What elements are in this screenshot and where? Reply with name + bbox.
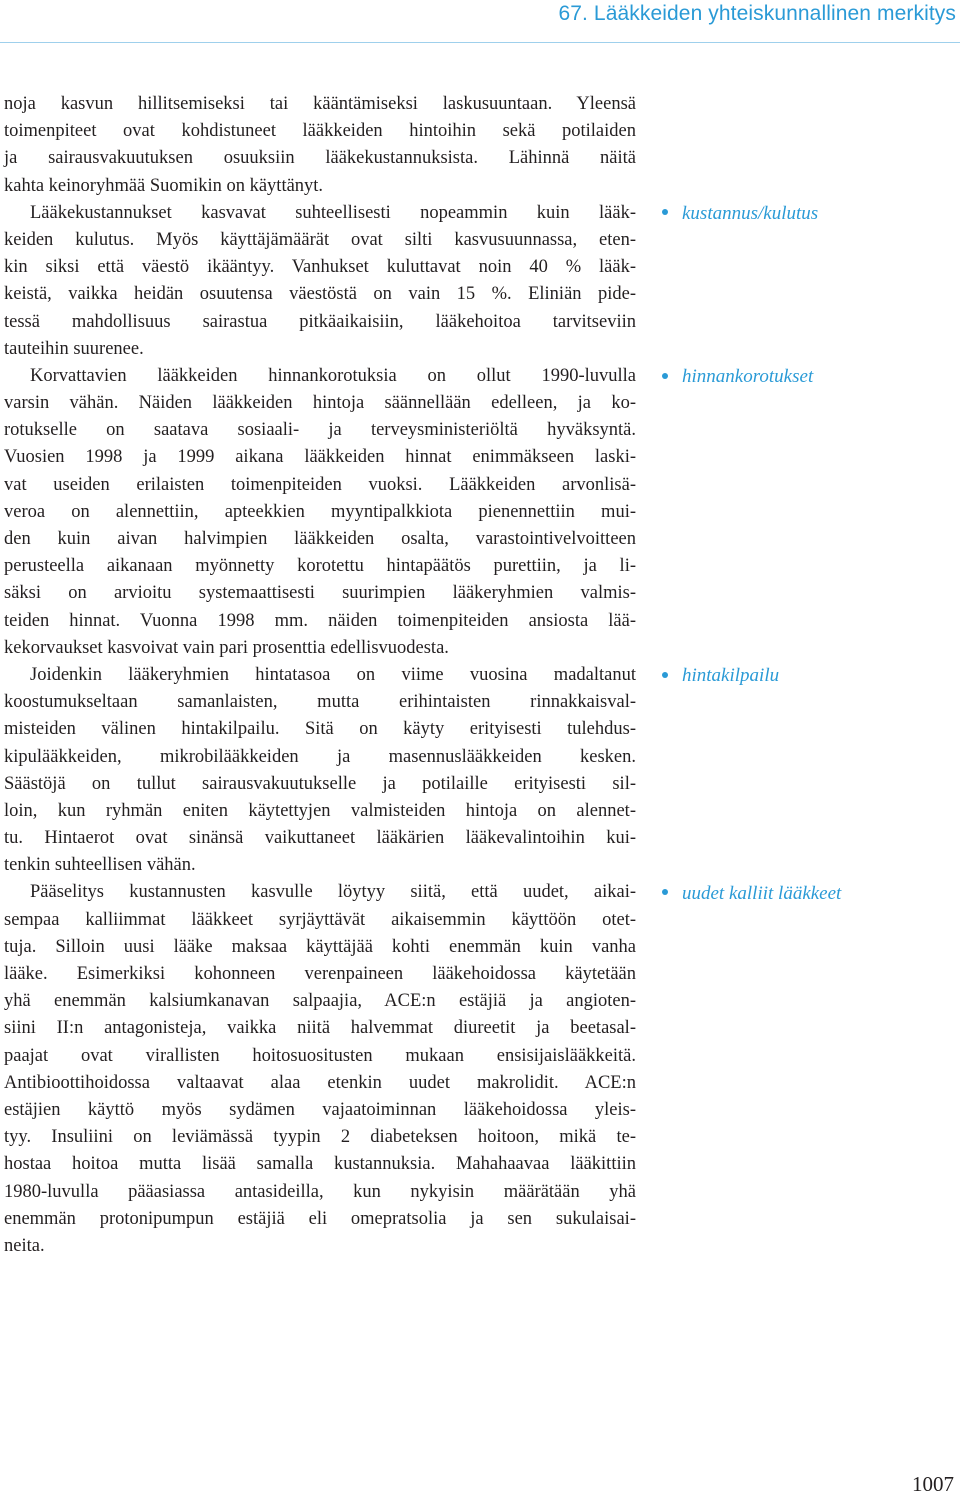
header-divider: [0, 42, 960, 43]
page-number: 1007: [912, 1472, 954, 1496]
text-line: kin siksi että väestö ikääntyy. Vanhukset kuluttavat noin 40 % lääk-: [4, 257, 636, 278]
text-line: tu. Hintaerot ovat sinänsä vaikuttaneet lääkärien lääkevalintoihin kui-: [4, 828, 636, 849]
text-line: Pääselitys kustannusten kasvulle löytyy siitä, että uudet, aikai-: [30, 882, 636, 903]
text-line: yhä enemmän kalsiumkanavan salpaajia, ACE:n estäjiä ja angioten-: [4, 991, 636, 1012]
margin-note: [662, 366, 813, 388]
text-line: tessä mahdollisuus sairastua pitkäaikaisiin, lääkehoitoa tarvitseviin: [4, 311, 636, 332]
text-line: loin, kun ryhmän eniten käytettyjen valmisteiden hintoja on alennet-: [4, 800, 636, 821]
text-line: den kuin aivan halvimpien lääkkeiden osalta, varastointivelvoitteen: [4, 529, 636, 549]
text-line: misteiden välinen hintakilpailu. Sitä on käyty erityisesti tulehdus-: [4, 719, 636, 740]
text-line: teiden hinnat. Vuonna 1998 mm. näiden toimenpiteiden ansiosta lää-: [4, 610, 636, 631]
margin-note: [662, 665, 779, 687]
text-line: 1980-luvulla pääasiassa antasideilla, kun nykyisin määrätään yhä: [4, 1181, 636, 1202]
margin-note-label: uudet kalliit lääkkeet: [682, 882, 842, 904]
margin-note-label: hinnankorotukset: [682, 366, 814, 387]
text-line: rotukselle on saatava sosiaali- ja terveysministeriöltä hyväksyntä.: [4, 420, 636, 441]
text-line: kekorvaukset kasvoivat vain pari prosenttia edellisvuodesta.: [4, 637, 449, 658]
margin-note: [662, 203, 818, 225]
text-line: toimenpiteet ovat kohdistuneet lääkkeiden hintoihin sekä potilaiden: [4, 121, 636, 142]
text-line: hostaa hoitoa mutta lisää samalla kustannuksia. Mahahaavaa lääkittiin: [4, 1154, 636, 1175]
text-line: sempaa kalliimmat lääkkeet syrjäyttävät aikaisemmin käyttöön otet-: [4, 909, 636, 930]
text-line: perusteella aikanaan myönnetty korotettu hintapäätös purettiin, ja li-: [4, 556, 636, 577]
bullet-icon: [662, 672, 668, 678]
text-line: Lääkekustannukset kasvavat suhteellisesti nopeammin kuin lääk-: [30, 202, 636, 223]
body-text: [4, 91, 636, 1260]
text-line: koostumukseltaan samanlaisten, mutta erihintaisten rinnakkaisval-: [4, 692, 636, 713]
text-line: Säästöjä on tullut sairausvakuutukselle ja potilaille erityisesti sil-: [4, 773, 636, 794]
text-line: Joidenkin lääkeryhmien hintatasoa on viime vuosina madaltanut: [30, 664, 636, 685]
text-line: neita.: [4, 1235, 45, 1256]
text-line: tuja. Silloin uusi lääke maksaa käyttäjää kohti enemmän kuin vanha: [4, 936, 636, 957]
bullet-icon: [662, 889, 668, 895]
text-line: ja sairausvakuutuksen osuuksiin lääkekustannuksista. Lähinnä näitä: [4, 148, 636, 169]
margin-note-label: kustannus/kulutus: [682, 202, 819, 224]
text-line: vat useiden erilaisten toimenpiteiden vuoksi. Lääkkeiden arvonlisä-: [4, 474, 636, 495]
text-line: enemmän protonipumpun estäjiä eli omepratsolia ja sen sukulaisai-: [4, 1208, 636, 1229]
text-line: noja kasvun hillitsemiseksi tai kääntämiseksi laskusuuntaan. Yleensä: [4, 94, 636, 114]
margin-note-label: hintakilpailu: [682, 665, 780, 687]
text-line: säksi on arvioitu systemaattisesti suurimpien lääkeryhmien valmis-: [4, 583, 636, 604]
running-header: 67. Lääkkeiden yhteiskunnallinen merkitys: [558, 2, 956, 25]
text-line: veroa on alennettiin, apteekkien myyntipalkkiota pienennettiin mui-: [4, 501, 636, 522]
text-line: Korvattavien lääkkeiden hinnankorotuksia on ollut 1990-luvulla: [30, 365, 636, 386]
text-line: keiden kulutus. Myös käyttäjämäärät ovat silti kasvusuunnassa, eten-: [4, 229, 636, 250]
margin-note: [662, 883, 841, 905]
text-line: tenkin suhteellisen vähän.: [4, 855, 196, 876]
text-line: tyy. Insuliini on leviämässä tyypin 2 diabeteksen hoitoon, mikä te-: [4, 1127, 636, 1148]
text-line: keistä, vaikka heidän osuutensa väestöstä on vain 15 %. Eliniän pide-: [4, 284, 636, 305]
text-line: varsin vähän. Näiden lääkkeiden hintoja säännellään edelleen, ja ko-: [4, 393, 636, 414]
text-line: lääke. Esimerkiksi kohonneen verenpaineen lääkehoidossa käytetään: [4, 964, 636, 984]
text-line: kahta keinoryhmää Suomikin on käyttänyt.: [4, 175, 324, 196]
bullet-icon: [662, 373, 668, 379]
text-line: siini II:n antagonisteja, vaikka niitä halvemmat diureetit ja beetasal-: [4, 1018, 636, 1039]
text-line: estäjien käyttö myös sydämen vajaatoiminnan lääkehoidossa yleis-: [4, 1099, 636, 1120]
text-line: Antibioottihoidossa valtaavat alaa etenkin uudet makrolidit. ACE:n: [4, 1072, 636, 1093]
text-line: tauteihin suurenee.: [4, 338, 144, 359]
text-line: Vuosien 1998 ja 1999 aikana lääkkeiden hinnat enimmäkseen laski-: [4, 447, 636, 468]
text-line: kipulääkkeiden, mikrobilääkkeiden ja masennuslääkkeiden kesken.: [4, 746, 636, 767]
bullet-icon: [662, 209, 668, 215]
text-line: paajat ovat virallisten hoitosuositusten mukaan ensisijaislääkkeitä.: [4, 1045, 636, 1066]
